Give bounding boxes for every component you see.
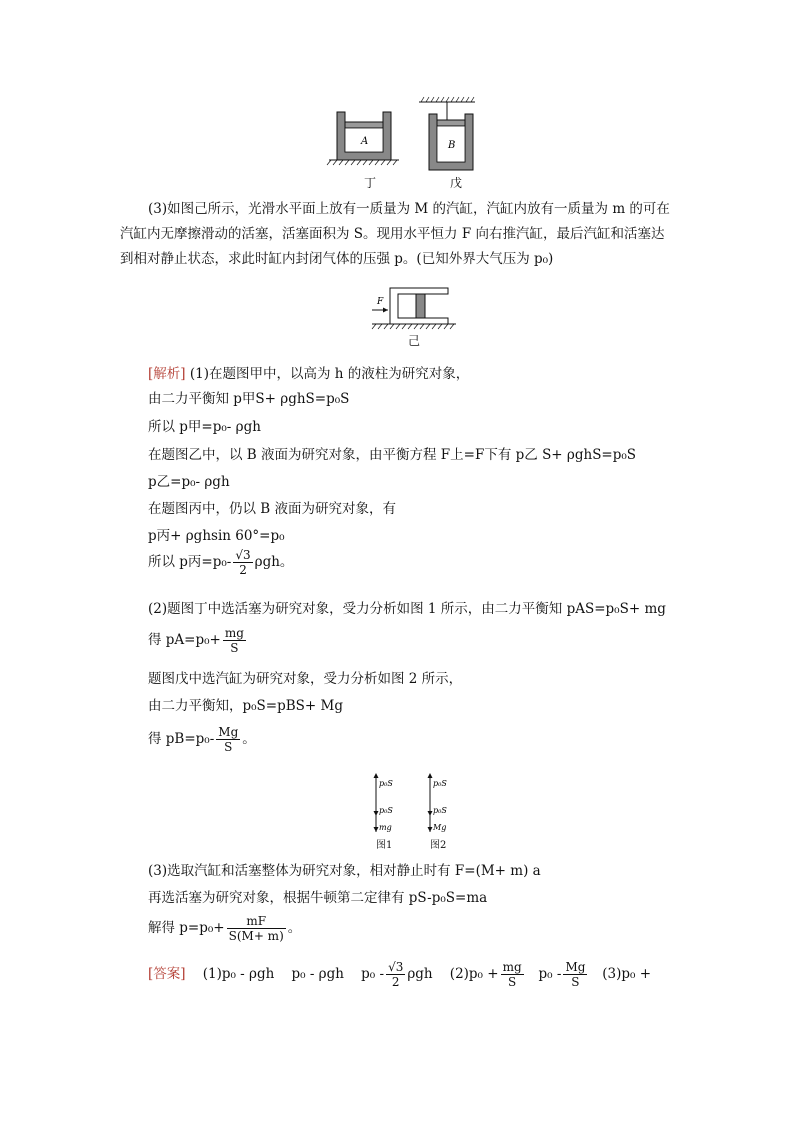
solution-line-8: 所以 p丙=p₀- $\frac{√3}{2}$ ρgh。 [148,548,294,577]
fraction-sqrt3-over-2: $\frac{√3}{2}$ [235,548,251,577]
label-f: F [377,297,384,307]
solution-line-2: 由二力平衡知 p甲S+ ρghS=p₀S [148,391,350,407]
fraction-mg-over-s: $\frac{mg}{S}$ [224,626,244,655]
label-a: A [361,136,369,147]
solution-line-14: (3)选取汽缸和活塞整体为研究对象，相对静止时有 F=(M+ m) a [148,863,541,879]
solution-line-9: (2)题图丁中选活塞为研究对象，受力分析如图 1 所示，由二力平衡知 pAS=p₀S+ mg [148,601,666,617]
solution-line-12: 由二力平衡知，p₀S=pBS+ Mg [148,698,343,714]
solution-header: [解析] [148,366,186,382]
caption-wu: 戊 [450,176,463,190]
solution-line-13: 得 pB=p₀- $\frac{Mg}{S}$ 。 [148,725,256,754]
cylinder-wu [419,97,475,170]
solution-line-3: 所以 p甲=p₀- ρgh [148,419,261,435]
force-1-top: p₀S [379,779,393,788]
answer-fraction-mg-over-s: $\frac{mg}{S}$ [502,960,522,989]
caption-ji: 己 [408,334,421,348]
label-b: B [448,140,456,151]
solution-line-1: [解析] (1)在题图甲中，以高为 h 的液柱为研究对象， [148,366,470,382]
force-diagram-2 [424,772,464,834]
answer-line: [答案] (1)p₀ - ρgh p₀ - ρgh p₀ - $\frac{√3}{2}$ ρgh (2)p₀ + $\frac{mg}{S}$ p₀ - $\frac{Mg}{S}$ (3)p₀ + [148,960,652,989]
solution-line-6: 在题图丙中，仍以 B 液面为研究对象，有 [148,501,397,517]
caption-fig2: 图2 [430,840,447,851]
solution-line-10: 得 pA=p₀+ $\frac{mg}{S}$ [148,626,244,655]
solution-line-16: 解得 p=p₀+ $\frac{mF}{S(M+ m)}$ 。 [148,914,302,943]
fraction-Mg-over-s: $\frac{Mg}{S}$ [218,725,239,754]
force-1-mid: p₀S [379,806,393,815]
force-2-top: p₀S [433,779,447,788]
answer-fraction-sqrt3-over-2: $\frac{√3}{2}$ [388,960,404,989]
force-diagram-1 [370,772,410,834]
caption-fig1: 图1 [376,840,393,851]
force-2-bottom: Mg [433,823,447,832]
answer-header: [答案] [148,966,186,982]
force-1-bottom: mg [379,823,392,832]
figure-ji [368,282,458,332]
answer-fraction-Mg-over-s: $\frac{Mg}{S}$ [565,960,586,989]
question-3-line-1: (3)如图己所示，光滑水平面上放有一质量为 M 的汽缸，汽缸内放有一质量为 m 的可在 [148,201,670,217]
force-2-mid: p₀S [433,806,447,815]
question-3-line-3: 到相对静止状态，求此时缸内封闭气体的压强 p。(已知外界大气压为 p₀) [120,251,554,267]
cylinder-ding [327,112,399,165]
solution-line-7: p丙+ ρghsin 60°=p₀ [148,528,285,544]
caption-ding: 丁 [364,176,377,190]
solution-line-5: p乙=p₀- ρgh [148,474,230,490]
fraction-mF-over-S-M-m: $\frac{mF}{S(M+ m)}$ [228,914,284,943]
solution-line-15: 再选活塞为研究对象，根据牛顿第二定律有 pS-p₀S=ma [148,890,488,906]
solution-line-4: 在题图乙中，以 B 液面为研究对象，由平衡方程 F上=F下有 p乙 S+ ρghS=p₀S [148,447,637,463]
solution-line-11: 题图戊中选汽缸为研究对象，受力分析如图 2 所示， [148,671,463,687]
question-3-line-2: 汽缸内无摩擦滑动的活塞，活塞面积为 S。现用水平恒力 F 向右推汽缸，最后汽缸和活塞达 [120,226,665,242]
